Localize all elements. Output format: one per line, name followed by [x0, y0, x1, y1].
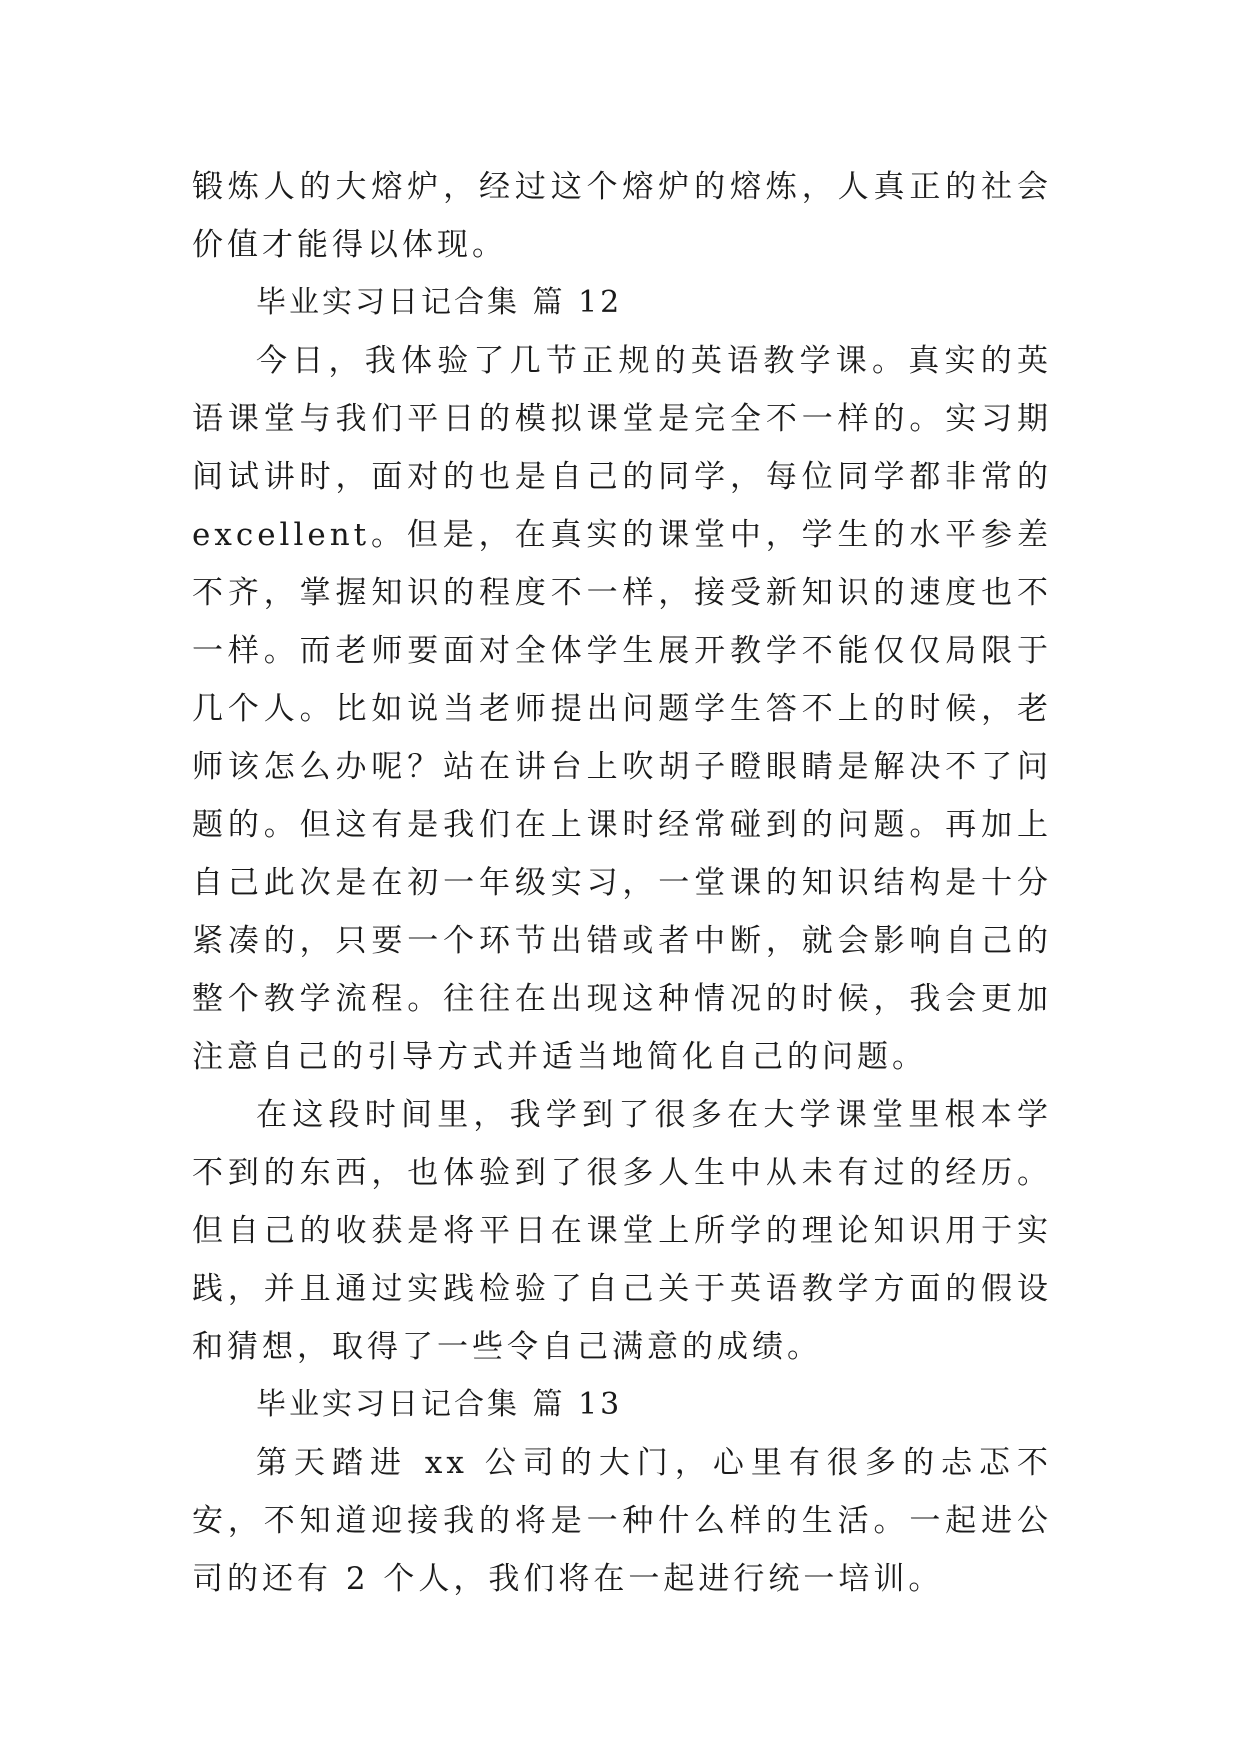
paragraph: 今日，我体验了几节正规的英语教学课。真实的英语课堂与我们平日的模拟课堂是完全不一样的。实习期间试讲时，面对的也是自己的同学，每位同学都非常的 excellent。但是，在真实的课堂中，学生的水平参差不齐，掌握知识的程度不一样，接受新知识的速度也不一样。而老师要面对全体学生展开教学不能仅仅局限于几个人。比如说当老师提出问题学生答不上的时候，老师该怎么办呢？站在讲台上吹胡子瞪眼睛是解决不了问题的。但这有是我们在上课时经常碰到的问题。再加上自己此次是在初一年级实习，一堂课的知识结构是十分紧凑的，只要一个环节出错或者中断，就会影响自己的整个教学流程。往往在出现这种情况的时候，我会更加注意自己的引导方式并适当地简化自己的问题。 [192, 343, 1052, 1075]
paragraph-continuation: 锻炼人的大熔炉，经过这个熔炉的熔炼，人真正的社会价值才能得以体现。 [192, 169, 1052, 263]
section-heading-13: 毕业实习日记合集 篇 13 [256, 1387, 623, 1422]
document-page [192, 158, 1052, 1608]
paragraph: 第天踏进 xx 公司的大门，心里有很多的忐忑不安，不知道迎接我的将是一种什么样的生活。一起进公司的还有 2 个人，我们将在一起进行统一培训。 [192, 1445, 1052, 1597]
paragraph: 在这段时间里，我学到了很多在大学课堂里根本学不到的东西，也体验到了很多人生中从未有过的经历。但自己的收获是将平日在课堂上所学的理论知识用于实践，并且通过实践检验了自己关于英语教学方面的假设和猜想，取得了一些令自己满意的成绩。 [192, 1097, 1052, 1365]
section-heading-12: 毕业实习日记合集 篇 12 [256, 285, 623, 320]
